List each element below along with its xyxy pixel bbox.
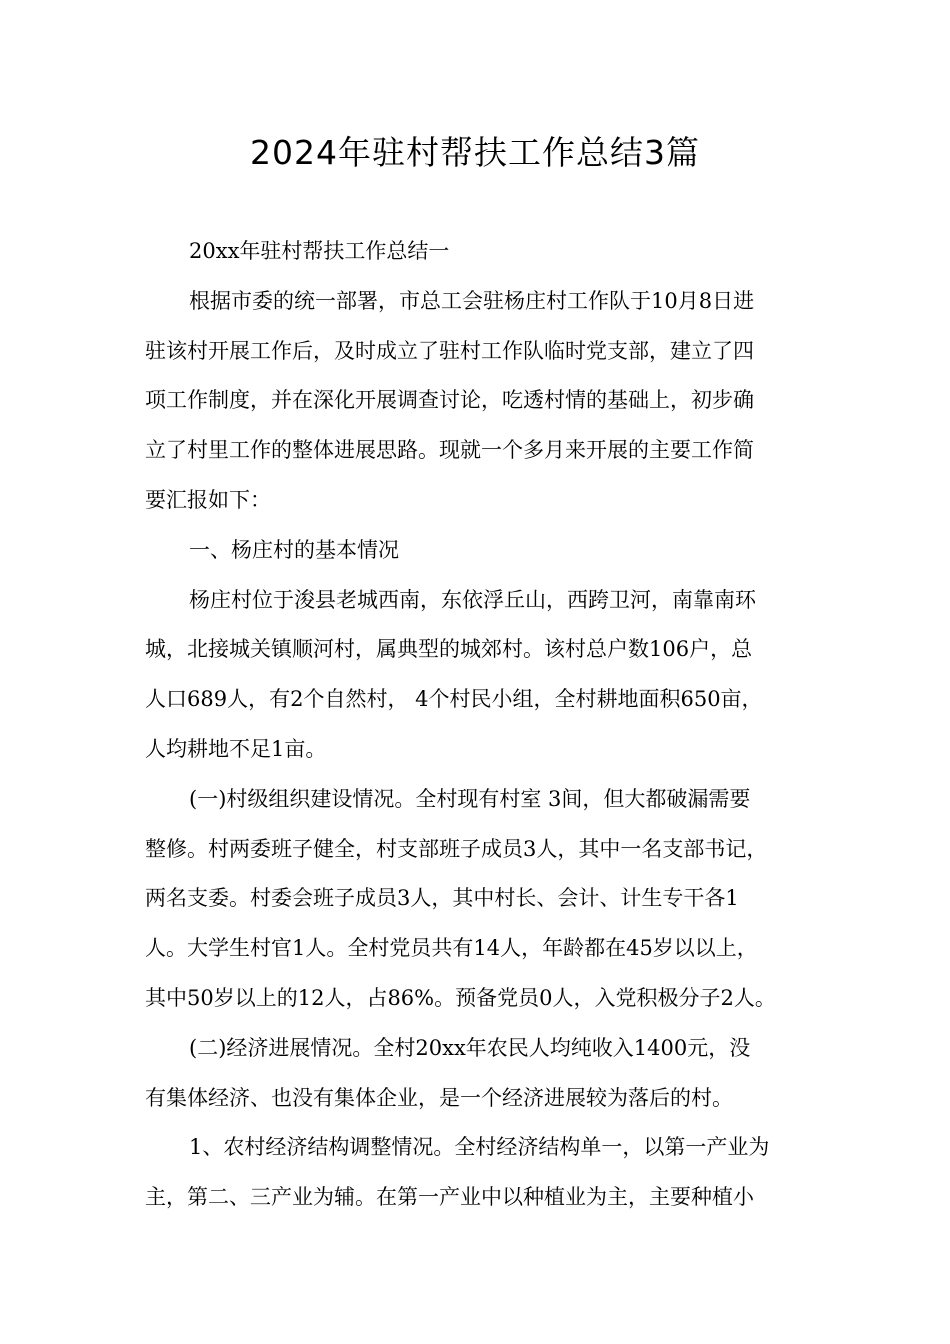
text-line: 立了村里工作的整体进展思路。现就一个多月来开展的主要工作简 [145, 438, 754, 463]
text-line: 1、农村经济结构调整情况。全村经济结构单一，以第一产业为 [189, 1135, 770, 1160]
text-line: 一、杨庄村的基本情况 [189, 537, 399, 562]
text-line: 人口689人，有2个自然村， 4个村民小组，全村耕地面积650亩， [145, 687, 763, 712]
text-line: 人。大学生村官1人。全村党员共有14人，年龄都在45岁以以上， [145, 936, 758, 961]
text-line: 两名支委。村委会班子成员3人，其中村长、会计、计生专干各1 [145, 886, 739, 911]
text-line: 有集体经济、也没有集体企业，是一个经济进展较为落后的村。 [145, 1085, 733, 1110]
text-line: (二)经济进展情况。全村20xx年农民人均纯收入1400元，没 [189, 1035, 751, 1060]
text-line: 城，北接城关镇顺河村，属典型的城郊村。该村总户数106户，总 [145, 637, 753, 662]
text-line: 人均耕地不足1亩。 [145, 736, 327, 761]
text-line: 杨庄村位于浚县老城西南，东依浮丘山，西跨卫河，南靠南环 [189, 587, 756, 612]
text-line: 其中50岁以上的12人，占86%。预备党员0人，入党积极分子2人。 [145, 985, 776, 1010]
text-line: 驻该村开展工作后，及时成立了驻村工作队临时党支部，建立了四 [145, 338, 754, 363]
text-line: 主，第二、三产业为辅。在第一产业中以种植业为主，主要种植小 [145, 1185, 754, 1210]
text-line: 20xx年驻村帮扶工作总结一 [189, 239, 450, 263]
document-title: 2024年驻村帮扶工作总结3篇 [250, 133, 700, 172]
text-line: 项工作制度，并在深化开展调查讨论，吃透村情的基础上，初步确 [145, 388, 754, 413]
text-line: 整修。村两委班子健全，村支部班子成员3人，其中一名支部书记， [145, 836, 768, 861]
document-body [145, 227, 807, 1223]
text-line: 根据市委的统一部署，市总工会驻杨庄村工作队于10月8日进 [189, 288, 755, 313]
text-line: 要汇报如下： [145, 487, 271, 512]
text-line: (一)村级组织建设情况。全村现有村室 3间，但大都破漏需要 [189, 786, 751, 811]
